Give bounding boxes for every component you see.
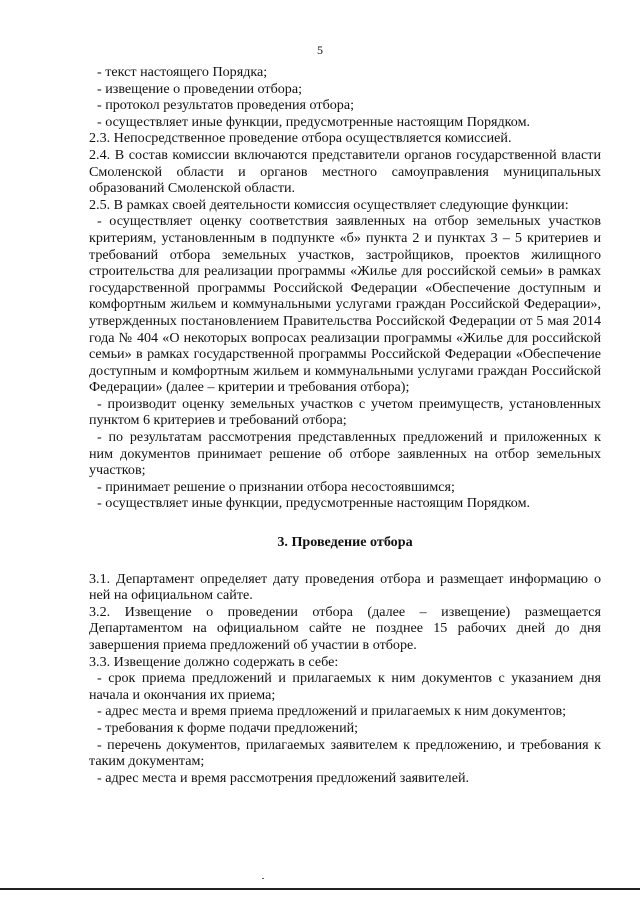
section-heading: 3. Проведение отбора: [277, 534, 413, 551]
paragraph-failed: - принимает решение о признании отбора несостоявшимся;: [97, 478, 455, 495]
paragraph-assess: - осуществляет оценку соответствия заявленных на отбор земельных участков критериям, установленным в подпункте «б» пункта 2 и пунктах 3 – 5 критериев и требований отбора земельных участков, застройщиков, проектов жилищного строительства для реализации программы «Жилье для российской семьи» в рамках государственной программы Российской Федерации «Обеспечение доступным и комфортным жильем и коммунальными услугами граждан Российской Федерации», утвержденных постановлением Правительства Российской Федерации от 5 мая 2014 года № 404 «О некоторых вопросах реализации программы «Жилье для российской семьи» в рамках государственной программы Российской Федерации «Обеспечение доступным и комфортным жильем и коммунальными услугами граждан Российской Федерации» (далее – критерии и требования отбора);: [89, 213, 601, 396]
document-body: [89, 64, 601, 786]
paragraph-other: - осуществляет иные функции, предусмотренные настоящим Порядком.: [97, 495, 531, 512]
paragraph-evaluate: - производит оценку земельных участков с учетом преимуществ, установленных пунктом 6 критериев и требований отбора;: [89, 395, 601, 429]
paragraph-2-3: 2.3. Непосредственное проведение отбора осуществляется комиссией.: [89, 130, 512, 147]
list-item: - осуществляет иные функции, предусмотренные настоящим Порядком.: [97, 113, 531, 130]
paragraph-review: - адрес места и время рассмотрения предложений заявителей.: [97, 769, 470, 786]
paragraph-term: - срок приема предложений и прилагаемых к ним документов с указанием дня начала и окончания их приема;: [89, 670, 601, 703]
paragraph-results: - по результатам рассмотрения представленных предложений и приложенных к ним документов принимает решение об отборе заявленных на отбор земельных участков;: [89, 429, 601, 479]
page-bottom-edge: [0, 888, 640, 890]
paragraph-form: - требования к форме подачи предложений;: [97, 719, 359, 736]
paragraph-3-3: 3.3. Извещение должно содержать в себе:: [89, 653, 339, 670]
page-number: 5: [317, 43, 323, 57]
scan-speck: [262, 878, 264, 879]
list-item: - извещение о проведении отбора;: [97, 80, 303, 97]
paragraph-2-4: 2.4. В состав комиссии включаются представители органов государственной власти Смоленской области и органов местного самоуправления муниципальных образований Смоленской области.: [89, 146, 601, 197]
paragraph-2-5: 2.5. В рамках своей деятельности комиссия осуществляет следующие функции:: [89, 196, 569, 213]
paragraph-3-2: 3.2. Извещение о проведении отбора (далее – извещение) размещается Департаментом на официальном сайте не позднее 15 рабочих дней до дня завершения приема предложений об участии в отборе.: [89, 603, 601, 653]
list-item: - протокол результатов проведения отбора;: [97, 97, 355, 114]
paragraph-list: - перечень документов, прилагаемых заявителем к предложению, и требования к таким документам;: [89, 736, 601, 770]
paragraph-3-1: 3.1. Департамент определяет дату проведения отбора и размещает информацию о ней на официальном сайте.: [89, 570, 601, 604]
list-item: - текст настоящего Порядка;: [97, 64, 268, 80]
paragraph-address: - адрес места и время приема предложений и прилагаемых к ним документов;: [97, 703, 567, 720]
